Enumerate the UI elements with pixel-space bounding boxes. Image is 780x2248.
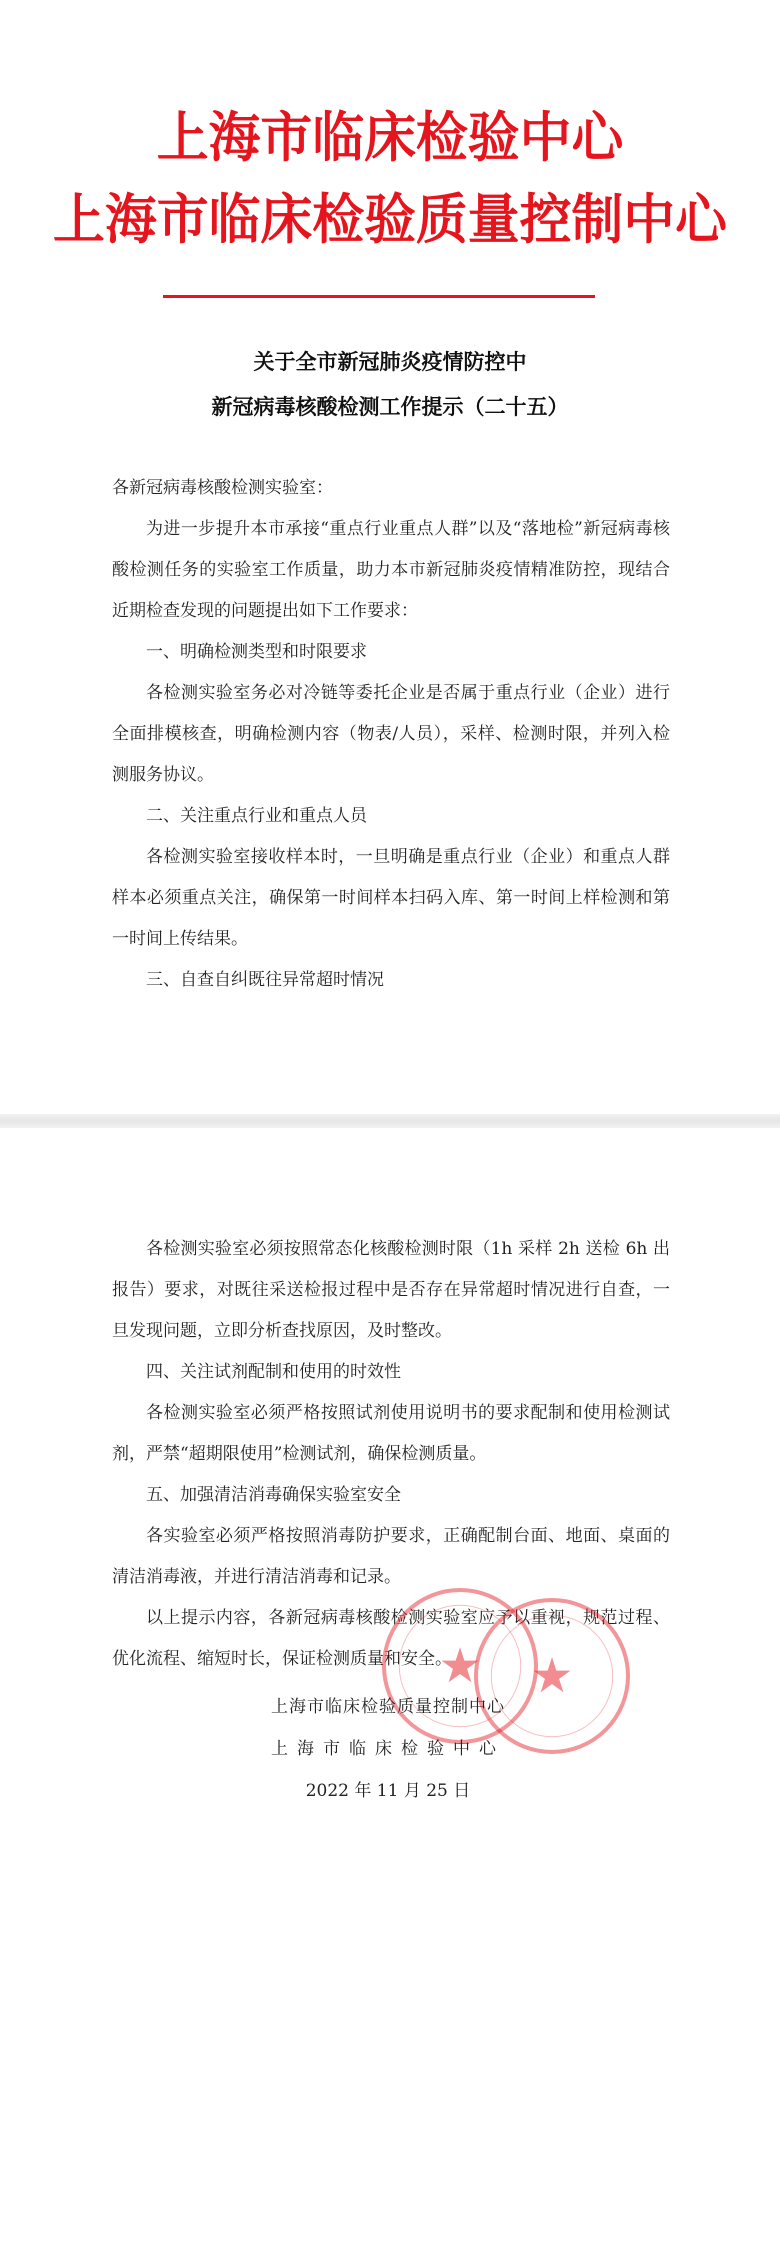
section-paragraph-5: 各实验室必须严格按照消毒防护要求，正确配制台面、地面、桌面的清洁消毒液，并进行清洁消毒和记录。: [112, 1526, 670, 1587]
section-paragraph-2: 各检测实验室接收样本时，一旦明确是重点行业（企业）和重点人群样本必须重点关注，确保第一时间样本扫码入库、第一时间上样检测和第一时间上传结果。: [112, 847, 670, 949]
section-heading-3: 三、自查自纠既往异常超时情况: [146, 970, 384, 990]
salutation: 各新冠病毒核酸检测实验室：: [112, 478, 333, 498]
section-paragraph-4: 各检测实验室必须严格按照试剂使用说明书的要求配制和使用检测试剂，严禁“超期限使用”检测试剂，确保检测质量。: [112, 1403, 670, 1464]
section-paragraph-3: 各检测实验室必须按照常态化核酸检测时限（1h 采样 2h 送检 6h 出报告）要求，对既往采送检报过程中是否存在异常超时情况进行自查，一旦发现问题，立即分析查找原因，及时整改。: [112, 1239, 670, 1341]
page-separator: [0, 1114, 780, 1128]
letterhead-line-1: 上海市临床检验中心: [156, 105, 624, 169]
section-heading-4: 四、关注试剂配制和使用的时效性: [146, 1362, 401, 1382]
document-title-line-2: 新冠病毒核酸检测工作提示（二十五）: [211, 395, 569, 419]
letterhead-divider: [163, 295, 595, 298]
document-title-line-1: 关于全市新冠肺炎疫情防控中: [253, 350, 527, 374]
section-heading-5: 五、加强清洁消毒确保实验室安全: [146, 1485, 401, 1505]
red-seal-icon: [474, 1598, 630, 1754]
signature-date: 2022 年 11 月 25 日: [305, 1781, 471, 1801]
seal-star-icon: ★: [530, 1648, 574, 1704]
document-page-1: [0, 0, 780, 1114]
signature-org-2: 上海市临床检验中心: [271, 1739, 505, 1759]
section-heading-1: 一、明确检测类型和时限要求: [146, 642, 367, 662]
section-heading-2: 二、关注重点行业和重点人员: [146, 806, 367, 826]
document-page-2: [0, 1128, 780, 2248]
seal-star-icon: ★: [438, 1638, 482, 1694]
section-paragraph-1: 各检测实验室务必对冷链等委托企业是否属于重点行业（企业）进行全面排模核查，明确检测内容（物表/人员），采样、检测时限，并列入检测服务协议。: [112, 683, 670, 785]
intro-paragraph: 为进一步提升本市承接“重点行业重点人群”以及“落地检”新冠病毒核酸检测任务的实验室工作质量，助力本市新冠肺炎疫情精准防控，现结合近期检查发现的问题提出如下工作要求：: [112, 519, 670, 621]
letterhead-line-2: 上海市临床检验质量控制中心: [53, 187, 727, 251]
closing-paragraph: 以上提示内容，各新冠病毒核酸检测实验室应予以重视，规范过程、优化流程、缩短时长，保证检测质量和安全。: [112, 1608, 670, 1669]
signature-org-1: 上海市临床检验质量控制中心: [271, 1697, 505, 1717]
